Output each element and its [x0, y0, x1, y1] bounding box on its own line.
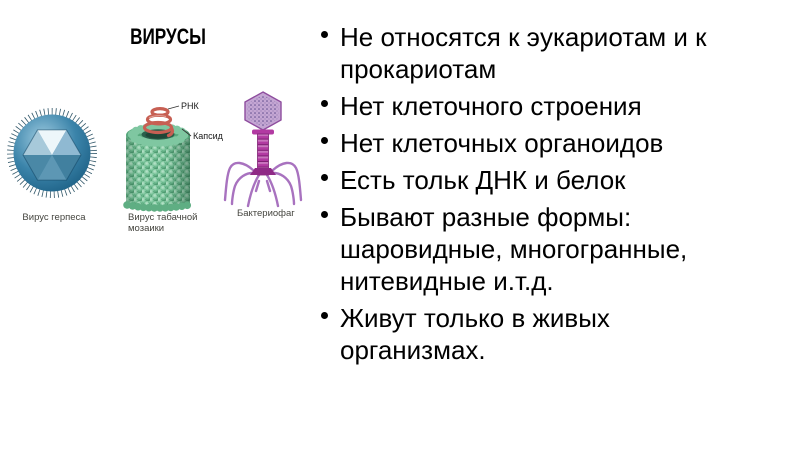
capsid-rim: [126, 125, 190, 145]
bullet-icon: [320, 90, 340, 122]
list-item-text: Нет клеточного строения: [340, 91, 642, 121]
bullet-icon: [320, 302, 340, 366]
bullet-icon: [320, 21, 340, 85]
list-item-text: Живут только в живых организмах.: [340, 303, 610, 365]
list-item: [320, 90, 772, 122]
rna-callout-line: [168, 106, 179, 109]
list-item: [320, 127, 772, 159]
list-item-text: Есть тольк ДНК и белок: [340, 165, 626, 195]
phage-baseplate: [250, 168, 276, 175]
herpes-figure: [6, 104, 102, 234]
list-item: [320, 164, 772, 196]
figure-caption: Бактериофаг: [237, 208, 295, 219]
bullet-icon: [320, 201, 340, 297]
list-item-text: Бывают разные формы: шаровидные, многогранные, нитевидные и.т.д.: [340, 202, 688, 296]
herpes-virus-illustration: [6, 104, 102, 200]
bullet-list: [320, 21, 772, 371]
bacteriophage-illustration: [222, 88, 326, 212]
figure-caption: Вирус герпеса: [22, 212, 86, 223]
bullet-icon: [320, 127, 340, 159]
list-item: [320, 21, 772, 85]
list-item-text: Нет клеточных органоидов: [340, 128, 664, 158]
slide-title: ВИРУСЫ: [130, 24, 206, 49]
rna-label: РНК: [181, 101, 199, 111]
bacteriophage-figure: [222, 88, 326, 228]
list-item: [320, 302, 772, 366]
figure-caption: Вирус табачной мозаики: [128, 212, 198, 234]
capsid-label: Капсид: [193, 131, 223, 141]
bullet-icon: [320, 164, 340, 196]
list-item-text: Не относятся к эукариотам и к прокариотам: [340, 22, 707, 84]
rna-spiral: [145, 109, 173, 136]
list-item: [320, 201, 772, 297]
tobacco-mosaic-figure: [118, 98, 230, 238]
